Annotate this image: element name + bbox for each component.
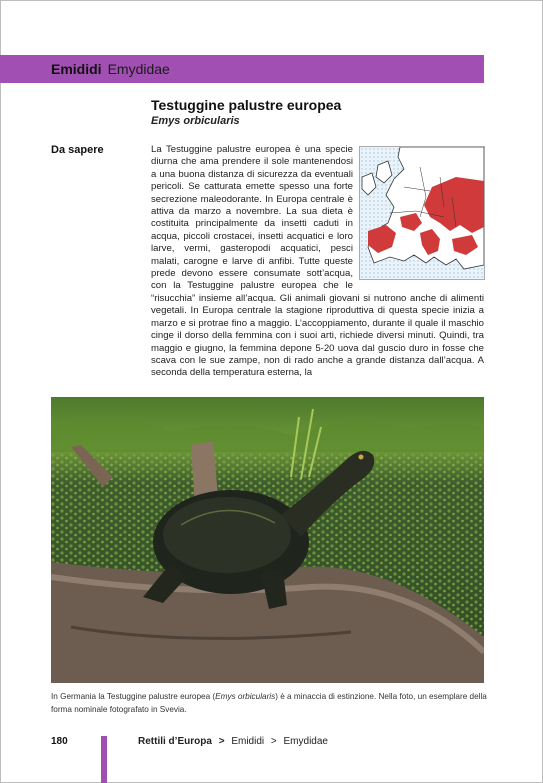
breadcrumb-item-family: Emididi — [231, 736, 265, 747]
breadcrumb-item-family-latin: Emydidae — [283, 736, 328, 747]
map-float-spacer — [353, 144, 484, 281]
footer-accent-bar — [101, 736, 107, 783]
species-description — [151, 144, 484, 380]
photo-caption — [51, 690, 491, 716]
footer-breadcrumb — [138, 736, 328, 747]
turtle-photo — [51, 397, 484, 683]
breadcrumb-separator: > — [270, 736, 277, 747]
species-latin-name: Emys orbicularis — [151, 115, 240, 127]
section-heading: Da sapere — [51, 144, 104, 156]
family-name: Emididi — [51, 61, 102, 77]
breadcrumb-separator: > — [218, 736, 225, 747]
caption-text-after: ) è a minaccia di estinzione. Nella foto, un esemplare della forma nominale fotografato in Svevia. — [51, 692, 487, 714]
species-title: Testuggine palustre europea — [151, 97, 342, 113]
caption-text-before: In Germania la Testuggine palustre europea ( — [51, 692, 216, 701]
description-text: La Testuggine palustre europea è una specie diurna che ama prendere il sole mantenendosi a una buona distanza di sicurezza da eventuali pericoli. Se catturata emette spesso una forte secrezione maleodorante. In Europa centrale è attiva da marzo a novembre. La sua dieta è costituita principalmente da insetti caduti in acqua, piccoli crostacei, insetti acquatici e loro larve, vermi, gasteropodi acquatici, pesci malati, carogne e larve di anfibi. Tutte queste prede devono essere consumate sott’acqua, con la Testuggine palustre europea che le “risucchia” insieme all’acqua. Gli animali giovani si nutrono anche di alimenti vegetali. In Europa centrale la stagione riproduttiva di questa specie inizia a marzo e si protrae fino a maggio. L’accoppiamento, durante il quale il maschio cinge il dorso della femmina con i suoi arti, richiede diversi minuti. Quindi, tra maggio e giugno, la femmina depone 5-20 uova dal guscio duro in fosse che scava con le sue zampe, non di rado anche a grande distanza dall’acqua. A seconda della temperatura esterna, la — [151, 144, 484, 379]
page-number: 180 — [51, 736, 68, 747]
family-header-bar — [0, 55, 484, 83]
footer-book-title: Rettili d’Europa — [138, 736, 212, 747]
family-latin-name: Emydidae — [107, 61, 170, 77]
caption-latin-name: Emys orbicularis — [215, 692, 276, 701]
